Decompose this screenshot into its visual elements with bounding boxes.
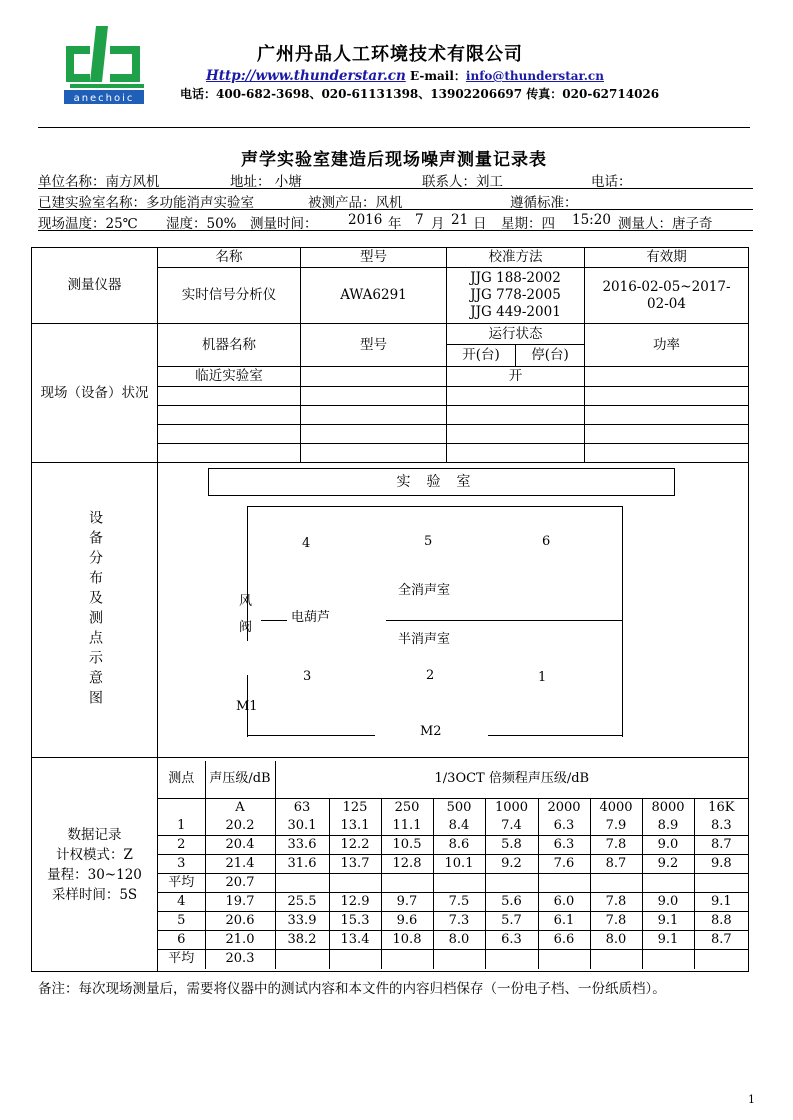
point-header-spacer [158, 799, 205, 817]
weight-header: A [205, 799, 275, 817]
contact-person: 联系人：刘工 [422, 174, 503, 190]
measure-clock: 15:20 [572, 212, 611, 228]
site-power [585, 387, 749, 406]
site-machine [158, 406, 301, 425]
measure-day: 21 [451, 212, 469, 228]
row-a-level: 21.4 [205, 855, 275, 874]
site-header-machine: 机器名称 [158, 324, 301, 367]
day-unit: 日 [473, 216, 487, 232]
row-band-value: 9.2 [642, 855, 694, 874]
site-status [447, 406, 585, 425]
status-off-header: 停(台) [531, 347, 569, 363]
band-2000: 2000 [538, 799, 590, 817]
site-header-power: 功率 [585, 324, 749, 367]
row-band-value: 9.7 [381, 893, 433, 912]
point-4: 4 [302, 536, 311, 551]
info-row-1 [38, 170, 753, 189]
mic-m1: M1 [236, 699, 258, 714]
row-band-value: 7.6 [538, 855, 590, 874]
row-band-value: 5.7 [485, 912, 538, 931]
row-a-level: 19.7 [205, 893, 275, 912]
row-band-value: 7.9 [590, 817, 642, 836]
website-link[interactable]: Http://www.thunderstar.cn [206, 68, 406, 84]
calibration-line: JJG 778-2005 [470, 287, 561, 303]
point-1: 1 [538, 670, 547, 685]
row-band-value: 7.8 [590, 893, 642, 912]
data-row [158, 855, 748, 874]
data-row [158, 874, 748, 893]
spl-header: 声压级/dB [205, 761, 275, 799]
unit-name: 单位名称：南方风机 [38, 174, 160, 190]
data-row [158, 893, 748, 912]
humidity: 湿度：50% [166, 216, 237, 232]
row-band-value: 5.8 [485, 836, 538, 855]
site-power [585, 367, 749, 387]
site-temperature: 现场温度：25℃ [38, 216, 138, 232]
row-point: 6 [158, 931, 205, 950]
row-band-value: 9.8 [694, 855, 748, 874]
row-band-value: 9.0 [642, 893, 694, 912]
row-band-value: 10.8 [381, 931, 433, 950]
row-band-value: 8.7 [590, 855, 642, 874]
row-band-value [642, 874, 694, 893]
row-band-value: 31.6 [275, 855, 329, 874]
standard: 遵循标准： [510, 195, 578, 211]
instrument-calibration [447, 268, 585, 324]
row-band-value: 11.1 [381, 817, 433, 836]
point-header: 测点 [158, 761, 205, 799]
row-a-level: 20.7 [205, 874, 275, 893]
row-band-value [275, 874, 329, 893]
data-table [158, 761, 748, 969]
band-8000: 8000 [642, 799, 694, 817]
row-band-value: 8.7 [694, 836, 748, 855]
instrument-header-model: 型号 [301, 248, 447, 268]
point-5: 5 [424, 534, 433, 549]
row-a-level: 20.6 [205, 912, 275, 931]
site-machine [158, 387, 301, 406]
remark-note: 备注：每次现场测量后，需要将仪器中的测试内容和本文件的内容归档保存（一份电子档、一份纸质档）。 [38, 981, 666, 997]
band-16k: 16K [694, 799, 748, 817]
row-band-value: 9.2 [485, 855, 538, 874]
site-model [301, 425, 447, 444]
data-label-cell [32, 758, 158, 972]
row-band-value [590, 950, 642, 969]
layout-label: 设备分布及测点示意图 [87, 510, 103, 710]
gourd-label: 电葫芦 [291, 610, 331, 625]
year-unit: 年 [388, 216, 402, 232]
contact-phone: 电话： [591, 174, 632, 190]
page-number: 1 [748, 1093, 755, 1106]
page-title: 声学实验室建造后现场噪声测量记录表 [241, 150, 547, 170]
row-band-value: 10.5 [381, 836, 433, 855]
row-band-value [329, 950, 381, 969]
row-band-value: 30.1 [275, 817, 329, 836]
logo-text: anechoic [73, 93, 135, 104]
instrument-header-calibration: 校准方法 [447, 248, 585, 268]
band-header: 1/3OCT 倍频程声压级/dB [275, 761, 748, 799]
site-machine [158, 444, 301, 463]
row-point: 1 [158, 817, 205, 836]
row-band-value [433, 950, 485, 969]
sampling-time: 采样时间：5S [51, 886, 138, 903]
row-a-level: 20.3 [205, 950, 275, 969]
row-band-value [642, 950, 694, 969]
row-band-value [433, 874, 485, 893]
row-band-value: 38.2 [275, 931, 329, 950]
band-4000: 4000 [590, 799, 642, 817]
measure-month: 7 [415, 212, 424, 228]
room-bottom-left [247, 735, 375, 736]
row-band-value: 6.6 [538, 931, 590, 950]
row-band-value: 12.8 [381, 855, 433, 874]
site-status [447, 444, 585, 463]
row-band-value: 9.1 [694, 893, 748, 912]
point-3: 3 [303, 669, 312, 684]
tested-product: 被测产品：风机 [308, 195, 403, 211]
row-band-value: 12.2 [329, 836, 381, 855]
row-band-value [275, 950, 329, 969]
calibration-line: JJG 188-2002 [470, 270, 561, 286]
row-band-value: 8.4 [433, 817, 485, 836]
row-band-value: 7.4 [485, 817, 538, 836]
band-500: 500 [433, 799, 485, 817]
data-label-title: 数据记录 [67, 826, 122, 843]
address: 地址： 小塘 [230, 174, 302, 190]
site-model [301, 387, 447, 406]
row-band-value [538, 950, 590, 969]
month-unit: 月 [431, 216, 445, 232]
row-band-value: 7.5 [433, 893, 485, 912]
row-a-level: 21.0 [205, 931, 275, 950]
row-band-value: 9.6 [381, 912, 433, 931]
record-table [31, 247, 749, 972]
row-band-value: 13.1 [329, 817, 381, 836]
site-machine: 临近实验室 [158, 367, 301, 387]
site-header-status [447, 324, 585, 367]
instrument-header-name: 名称 [158, 248, 301, 268]
lab-title-box: 实验室 [208, 468, 675, 496]
band-125: 125 [329, 799, 381, 817]
site-status: 开 [447, 367, 585, 387]
row-band-value: 8.8 [694, 912, 748, 931]
band-63: 63 [275, 799, 329, 817]
row-band-value [590, 874, 642, 893]
instrument-label: 测量仪器 [32, 248, 158, 324]
layout-diagram [158, 463, 748, 757]
company-name: 广州丹品人工环境技术有限公司 [257, 44, 523, 65]
row-band-value [694, 950, 748, 969]
email-link[interactable]: info@thunderstar.cn [465, 69, 604, 83]
row-band-value [538, 874, 590, 893]
row-a-level: 20.4 [205, 836, 275, 855]
data-row [158, 817, 748, 836]
instrument-model: AWA6291 [301, 268, 447, 324]
site-power [585, 444, 749, 463]
semi-anechoic-label: 半消声室 [398, 632, 451, 647]
site-status [447, 387, 585, 406]
row-band-value [485, 874, 538, 893]
row-band-value: 7.8 [590, 912, 642, 931]
row-point: 5 [158, 912, 205, 931]
site-status [447, 425, 585, 444]
row-band-value: 6.1 [538, 912, 590, 931]
row-band-value: 8.6 [433, 836, 485, 855]
site-model [301, 406, 447, 425]
row-band-value: 5.6 [485, 893, 538, 912]
row-band-value [694, 874, 748, 893]
company-logo [62, 22, 146, 108]
mic-m2: M2 [420, 724, 442, 739]
calibration-line: JJG 449-2001 [470, 304, 561, 320]
gourd-line [261, 620, 287, 621]
lab-name: 已建实验室名称：多功能消声实验室 [38, 195, 254, 211]
row-band-value: 6.3 [538, 836, 590, 855]
site-model [301, 367, 447, 387]
phone-line: 电话：400-682-3698、020-61131398、13902206697 传真：020-62714026 [180, 87, 660, 101]
data-row [158, 950, 748, 969]
row-band-value: 6.0 [538, 893, 590, 912]
row-band-value: 7.8 [590, 836, 642, 855]
row-band-value: 13.4 [329, 931, 381, 950]
site-machine [158, 425, 301, 444]
row-band-value: 25.5 [275, 893, 329, 912]
row-band-value: 8.0 [590, 931, 642, 950]
row-band-value [485, 950, 538, 969]
row-band-value: 12.9 [329, 893, 381, 912]
site-status-label: 现场（设备）状况 [32, 324, 158, 463]
row-band-value: 8.9 [642, 817, 694, 836]
email-label: E-mail： [409, 69, 466, 83]
data-row [158, 931, 748, 950]
row-band-value: 6.3 [538, 817, 590, 836]
row-band-value [329, 874, 381, 893]
band-1000: 1000 [485, 799, 538, 817]
row-band-value: 9.1 [642, 912, 694, 931]
status-header: 运行状态 [447, 324, 584, 345]
row-band-value: 13.7 [329, 855, 381, 874]
full-anechoic-label: 全消声室 [398, 583, 451, 598]
point-6: 6 [542, 534, 551, 549]
site-header-model: 型号 [301, 324, 447, 367]
site-power [585, 406, 749, 425]
data-grid-cell [158, 758, 749, 972]
point-2: 2 [426, 668, 435, 683]
row-band-value [381, 950, 433, 969]
info-row-3 [38, 212, 753, 231]
instrument-validity: 2016-02-05~2017-02-04 [585, 268, 749, 324]
valve-label-top: 风 [239, 594, 253, 609]
site-model [301, 444, 447, 463]
row-band-value [381, 874, 433, 893]
band-250: 250 [381, 799, 433, 817]
contact-web-line [190, 67, 620, 84]
row-point: 3 [158, 855, 205, 874]
room-bottom-right [488, 735, 622, 736]
row-point: 4 [158, 893, 205, 912]
row-band-value: 10.1 [433, 855, 485, 874]
row-band-value: 6.3 [485, 931, 538, 950]
row-band-value: 9.1 [642, 931, 694, 950]
weighting-mode: 计权模式：Z [56, 846, 133, 863]
measure-year: 2016 [348, 212, 383, 228]
measurer: 测量人：唐子奇 [618, 216, 713, 232]
row-point: 2 [158, 836, 205, 855]
header-divider [38, 127, 750, 128]
row-band-value: 33.9 [275, 912, 329, 931]
instrument-header-validity: 有效期 [585, 248, 749, 268]
room-divider [386, 620, 622, 621]
layout-label-cell [32, 463, 158, 758]
site-power [585, 425, 749, 444]
status-on-header: 开(台) [447, 345, 516, 366]
weekday: 星期：四 [501, 216, 555, 232]
row-point: 平均 [158, 950, 205, 969]
instrument-name: 实时信号分析仪 [158, 268, 301, 324]
wall-gap [242, 641, 252, 675]
measure-range: 量程：30~120 [47, 866, 142, 883]
row-point: 平均 [158, 874, 205, 893]
layout-diagram-cell [158, 463, 749, 758]
row-band-value: 33.6 [275, 836, 329, 855]
row-band-value: 8.3 [694, 817, 748, 836]
data-row [158, 912, 748, 931]
row-band-value: 8.7 [694, 931, 748, 950]
row-band-value: 7.3 [433, 912, 485, 931]
info-row-2 [38, 191, 753, 210]
row-a-level: 20.2 [205, 817, 275, 836]
measure-time-label: 测量时间： [250, 216, 318, 232]
row-band-value: 9.0 [642, 836, 694, 855]
data-row [158, 836, 748, 855]
row-band-value: 8.0 [433, 931, 485, 950]
row-band-value: 15.3 [329, 912, 381, 931]
valve-label-bottom: 阀 [239, 620, 253, 635]
